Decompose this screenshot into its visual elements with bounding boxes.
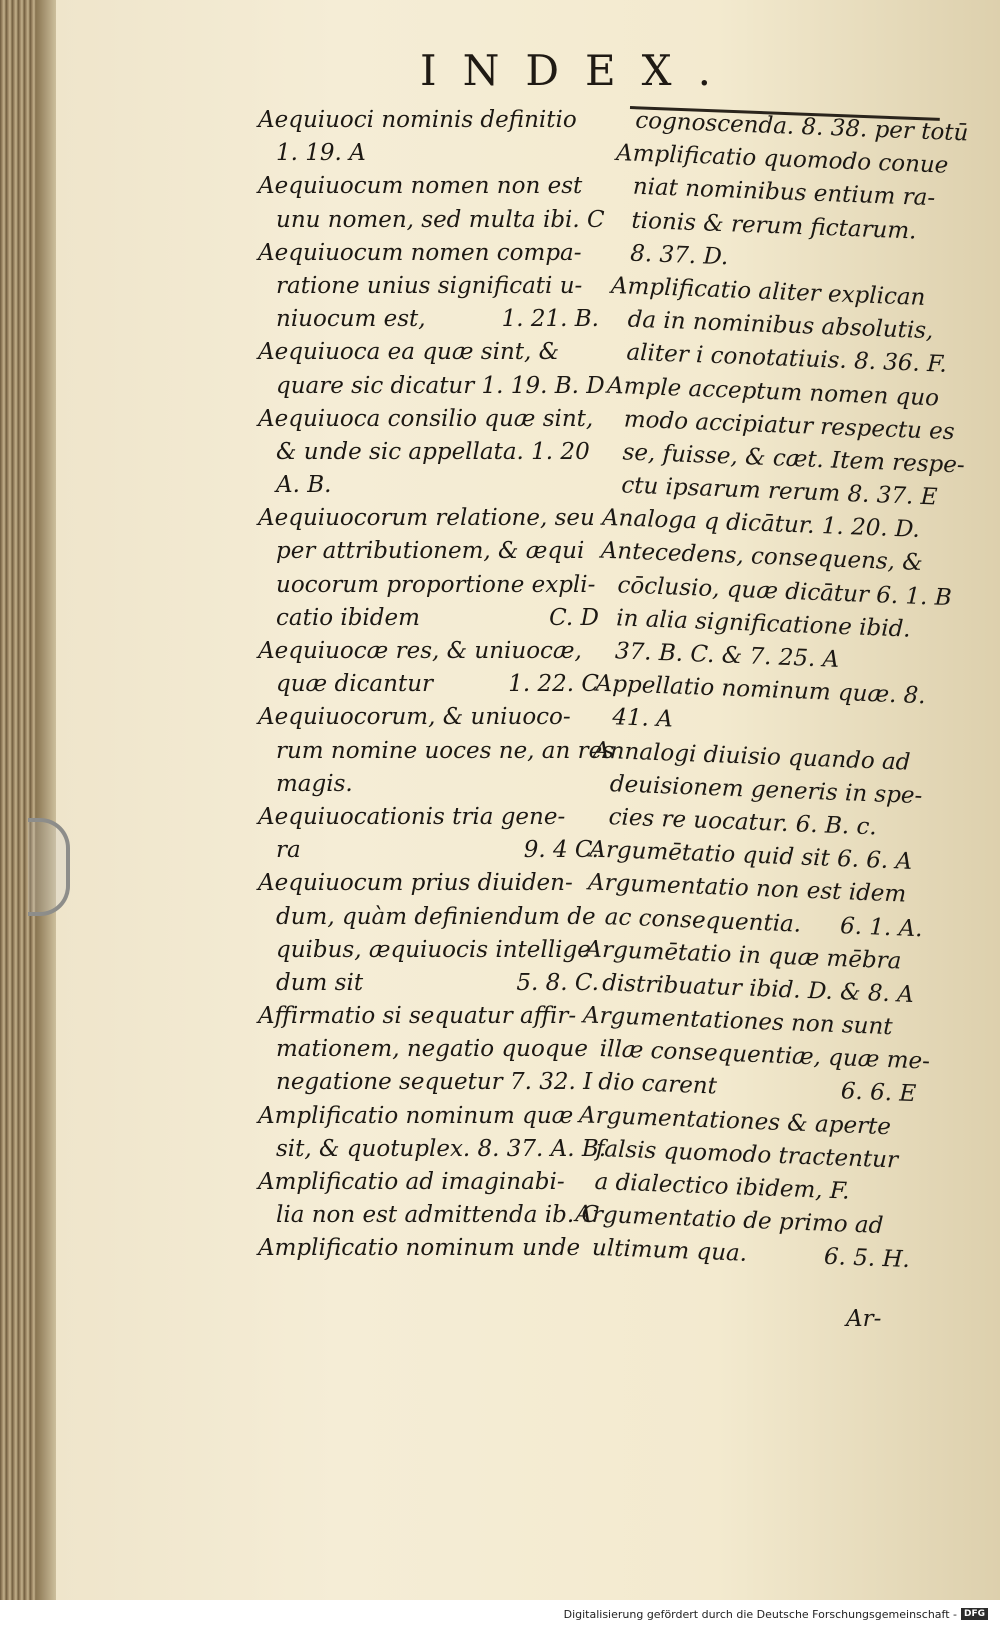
index-line [258,934,603,967]
index-entry-text: tionis & rerum fictarum. [631,207,917,245]
index-entry-text: Amplificatio aliter explican [610,272,926,311]
index-entry-text: niuocum est, [276,306,426,333]
index-line [258,370,603,403]
index-line [258,436,603,469]
index-entry-text: Analoga q dicātur. 1. 20. D. [601,504,921,544]
index-line [258,1000,603,1033]
index-entry-text: sit, & quotuplex. 8. 37. A. B. [276,1135,607,1162]
index-entry-text: Aequiuocum prius diuiden- [258,870,573,897]
index-entry-text: Ample acceptum nomen quo [606,372,940,412]
index-entry-text: in alia significatione ibid. [615,605,912,643]
index-entry-text: ra [276,837,301,864]
index-line [258,270,603,303]
index-line [258,336,603,369]
index-entry-text: Appellatio nominum quæ. 8. [595,670,927,710]
index-entry-text: da in nominibus absolutis, [627,306,934,345]
index-entry-text: illæ consequentiæ, quæ me- [599,1036,931,1075]
index-entry-text: niat nominibus entium ra- [632,174,936,212]
index-line [258,901,603,934]
index-entry-text: Aequiuoci nominis definitio [258,107,577,133]
index-entry-text: quare sic dicatur 1. 19. B. D [276,372,605,399]
index-entry-text: Argumentationes & aperte [578,1101,892,1140]
index-line [258,668,603,701]
index-entry-text: Aequiuocationis tria gene- [258,803,566,830]
footer [564,1605,988,1623]
index-line [258,303,603,336]
index-line [258,1033,603,1066]
index-entry-ref: 6. 1. A. [839,912,924,942]
index-entry-text: Aequiuocæ res, & uniuocæ, [258,638,582,664]
index-line [258,204,603,237]
index-entry-text: Aequiuoca consilio quæ sint, [258,405,594,432]
index-entry-text: Argumentatio non est idem [587,869,907,908]
index-entry-text: Amplificatio nominum quæ [258,1102,574,1129]
index-entry-text: Argumentatio de primo ad [574,1201,884,1240]
index-entry-text: Argumentationes non sunt [582,1002,894,1041]
index-entry-ref: 1. 21. B. [501,306,599,333]
index-entry-text: Argumētatio in quæ mēbra [585,936,902,975]
index-entry-text: rum nomine uoces ne, an res [276,737,615,764]
index-entry-text: deuisionem generis in spe- [609,770,923,809]
index-line [258,1133,607,1166]
index-line [258,1166,603,1199]
index-entry-text: Aequiuoca ea quæ sint, & [258,339,560,366]
index-line [258,569,603,602]
index-line [258,1232,603,1265]
index-entry-text: cies re uocatur. 6. B. c. [608,804,878,841]
binder-clip [28,818,70,916]
index-entry-text: ctu ipsarum rerum 8. 37. E [620,472,938,511]
index-entry-text: Affirmatio si sequatur affir- [258,1003,577,1030]
index-entry-text: dum, quàm definiendum de [276,903,596,930]
index-entry-text: negatione sequetur 7. 32. I [276,1069,593,1096]
index-entry-text: lia non est admittenda ib. C [276,1202,600,1229]
index-line [258,502,603,535]
index-entry-ref: 6. 6. E [840,1078,917,1108]
index-entry-text: 1. 19. A [276,140,366,167]
index-entry-text: Amplificatio ad imaginabi- [258,1169,565,1195]
index-entry-ref: 1. 22. C [508,671,599,698]
index-line [258,867,603,900]
index-column-right [573,104,969,1278]
index-entry-text: per attributionem, & æqui [276,538,585,565]
index-column-left [258,104,615,1266]
book-edge [0,0,40,1600]
index-line [258,801,603,834]
index-line [258,469,603,502]
index-line [258,170,603,203]
index-line [258,104,603,137]
index-entry-text: Argumētatio quid sit 6. 6. A [588,836,913,875]
index-entry-text: 8. 37. D. [629,240,729,271]
index-entry-text: dio carent [597,1069,718,1100]
index-line [258,735,615,768]
index-entry-text: falsis quomodo tractentur [595,1135,899,1174]
index-entry-text: cognoscenda. 8. 38. per totū [634,107,969,147]
index-entry-ref: 5. 8. C. [516,969,599,996]
index-entry-text: Aequiuocorum, & uniuoco- [258,704,571,731]
index-entry-text: aliter i conotatiuis. 8. 36. F. [625,339,948,379]
index-line [258,834,603,867]
index-line [258,237,603,270]
catchword: Ar- [846,1306,882,1332]
index-line [258,768,603,801]
index-entry-text: Amplificatio quomodo conue [615,140,949,179]
index-entry-text: distribuatur ibid. D. & 8. A [601,969,915,1008]
index-entry-text: ratione unius significati u- [276,272,583,299]
index-entry-text: se, fuisse, & cæt. Item respe- [622,439,966,479]
index-entry-text: 37. B. C. & 7. 25. A [614,638,840,673]
index-entry-text: Antecedens, consequens, & [600,538,924,577]
index-line [258,1199,603,1232]
index-entry-ref: 9. 4 C. [523,837,599,864]
index-entry-text: 41. A [611,704,674,733]
index-entry-text: catio ibidem [276,604,420,631]
page-title: INDEX. [420,46,737,95]
index-entry-text: Annalogi diuisio quando ad [592,737,911,776]
index-line [258,635,603,668]
index-line [258,967,603,1000]
footer-text: Digitalisierung gefördert durch die Deutsche Forschungsgemeinschaft - [563,1607,957,1621]
dfg-logo: DFG [961,1608,988,1620]
index-entry-text: Amplificatio nominum unde [258,1235,581,1262]
index-entry-text: Aequiuocum nomen compa- [258,239,582,266]
index-entry-text: magis. [276,770,353,797]
index-entry-text: & unde sic appellata. 1. 20 [276,438,590,465]
index-line [258,535,603,568]
index-entry-text: ultimum qua. [591,1235,748,1268]
index-line [258,602,603,635]
index-entry-ref: C. D [549,604,599,631]
index-entry-text: Aequiuocum nomen non est [258,173,583,200]
index-entry-text: A. B. [276,472,332,499]
index-entry-text: unu nomen, sed multa ibi. C [276,206,605,233]
index-entry-text: Aequiuocorum relatione, seu [258,505,595,532]
index-line [258,701,603,734]
index-entry-text: uocorum proportione expli- [276,571,596,598]
index-line [258,1066,603,1099]
index-entry-text: cōclusio, quæ dicātur 6. 1. B [617,571,953,611]
index-entry-text: quibus, æquiuocis intellige [276,936,591,963]
index-entry-text: modo accipiatur respectu es [623,406,956,445]
index-entry-text: dum sit [276,969,364,996]
index-entry-text: ac consequentia. [604,903,802,938]
index-entry-text: mationem, negatio quoque [276,1036,588,1063]
index-entry-text: quæ dicantur [276,671,434,698]
index-entry-text: a dialectico ibidem, F. [594,1168,851,1205]
index-entry-ref: 6. 5. H. [823,1244,911,1274]
index-line [258,403,603,436]
index-line [258,137,603,170]
index-line [258,1100,603,1133]
